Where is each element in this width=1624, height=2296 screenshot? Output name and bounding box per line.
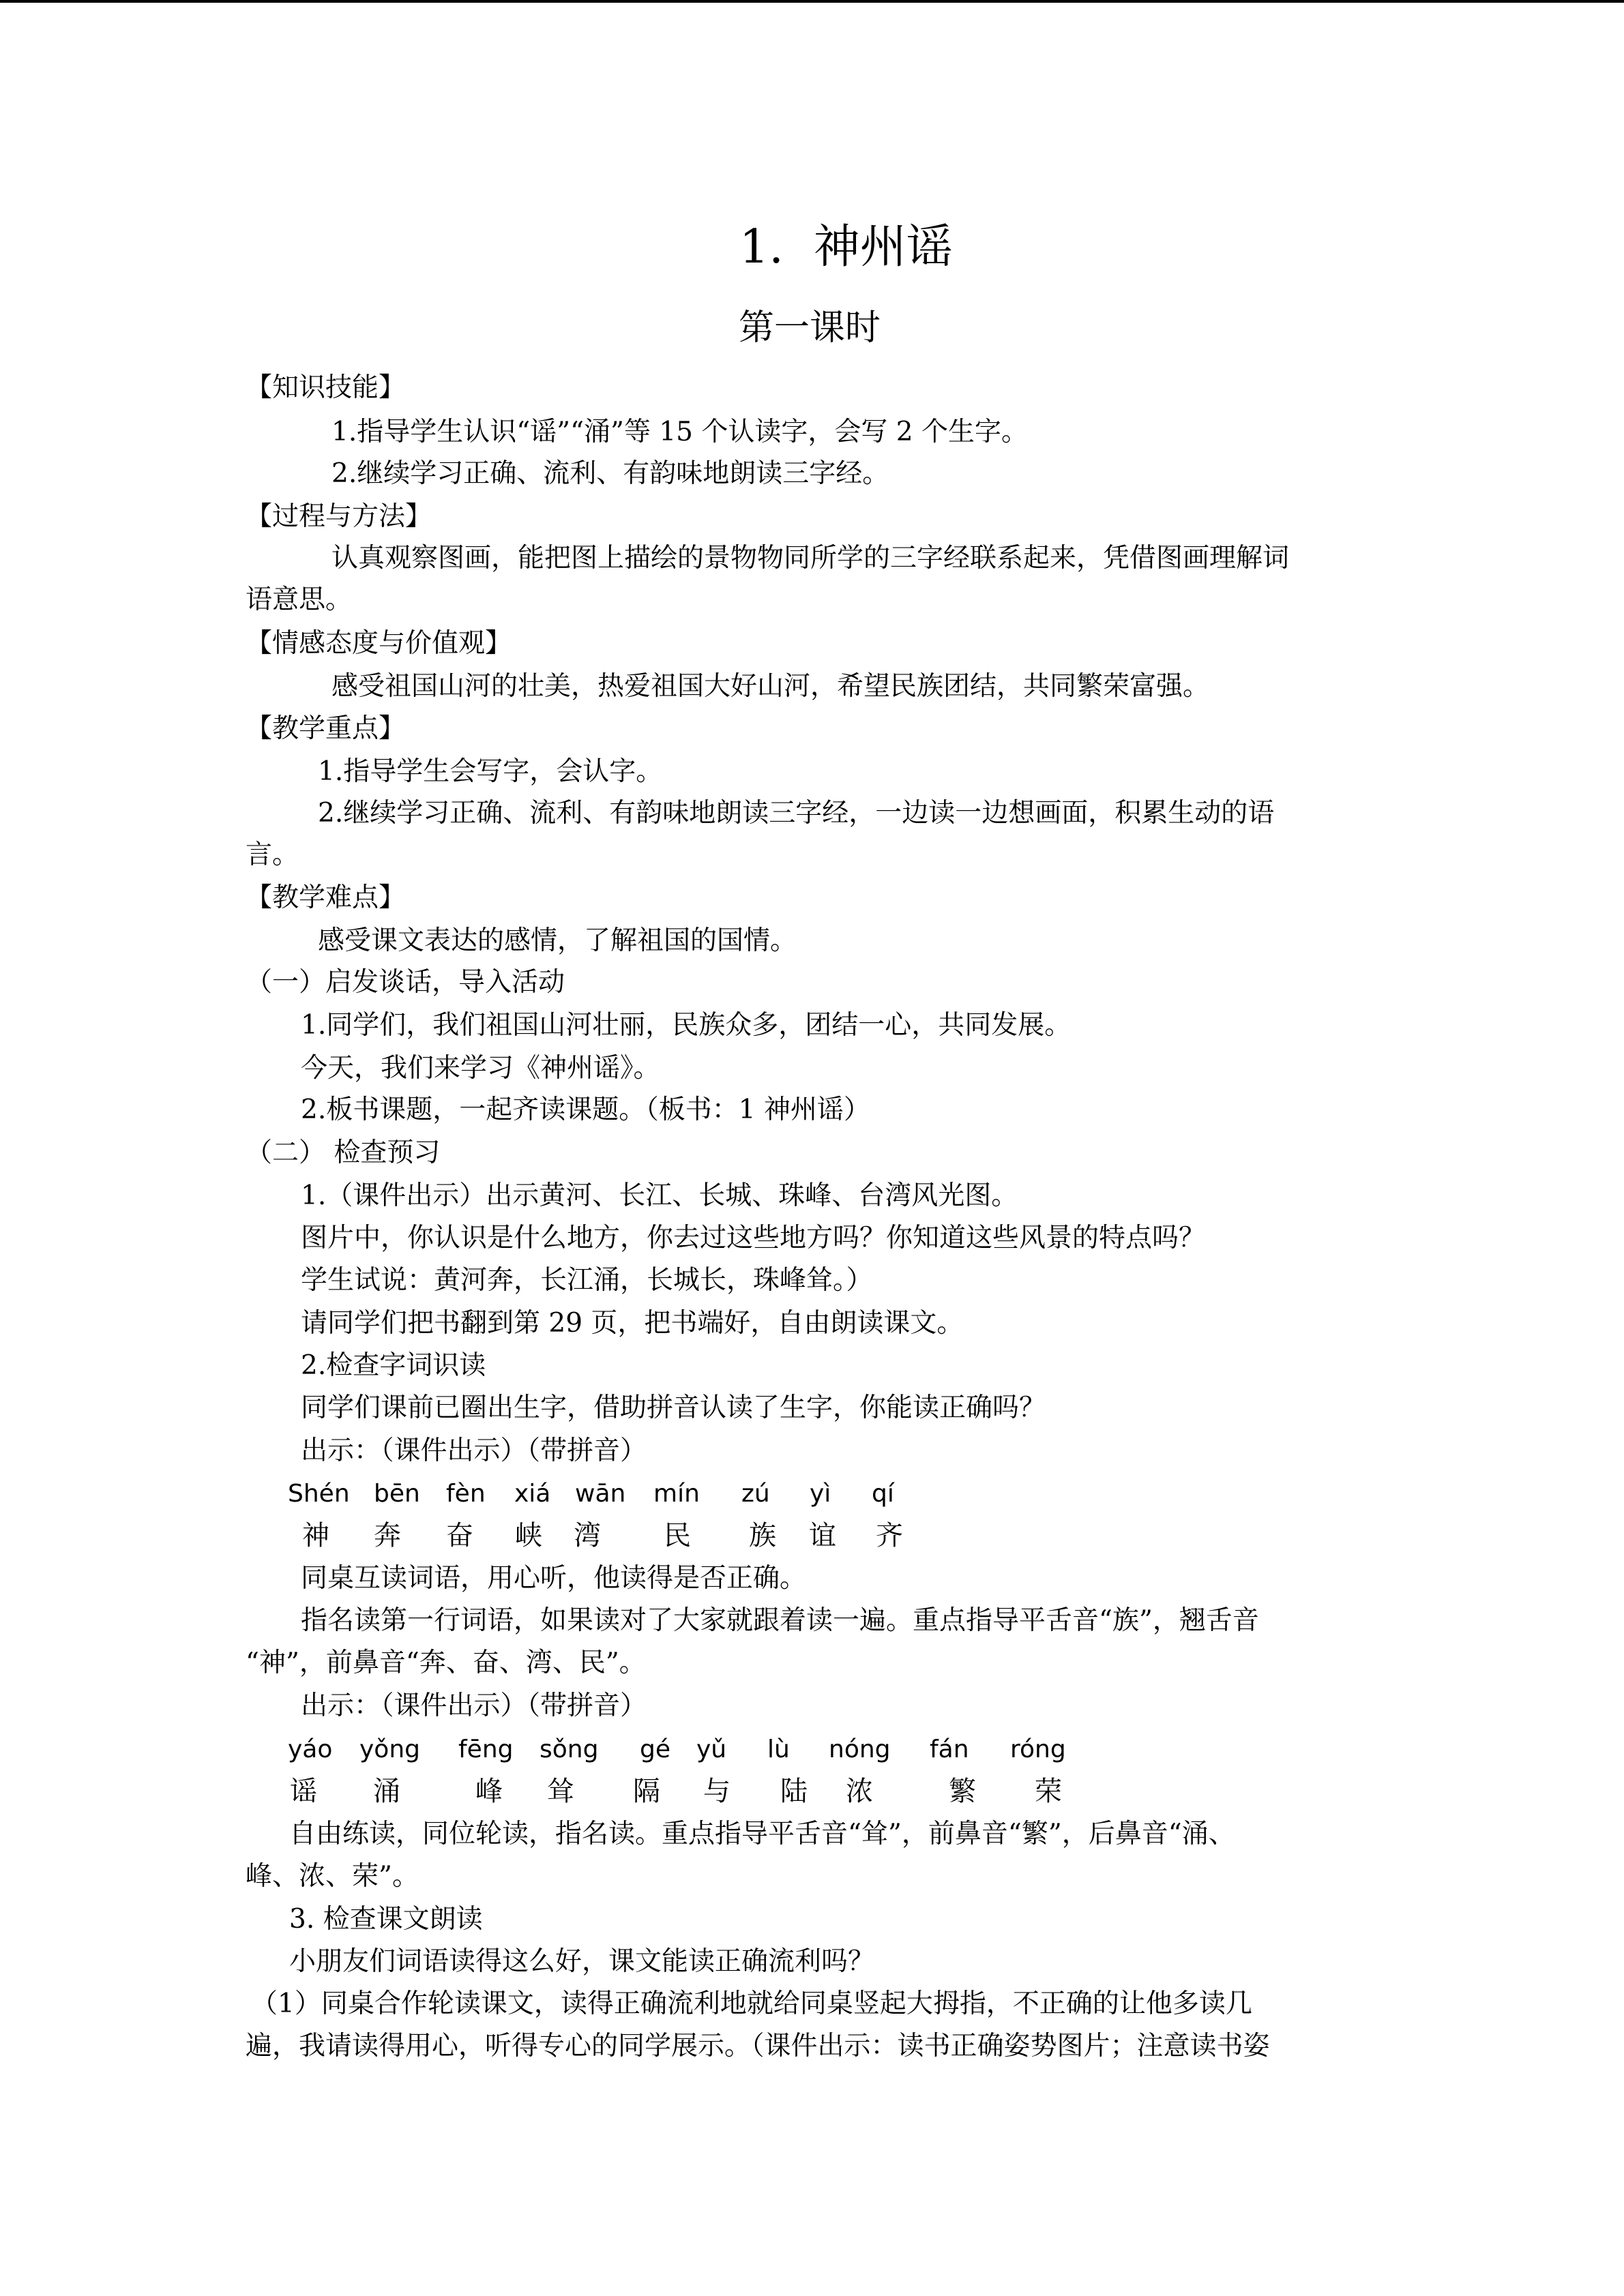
character: 峰 — [475, 1776, 503, 1807]
paragraph: 请同学们把书翻到第 29 页，把书端好，自由朗读课文。 — [301, 1308, 964, 1339]
paragraph: 同学们课前已圈出生字，借助拼音认读了生字，你能读正确吗？ — [301, 1392, 1046, 1423]
paragraph: 小朋友们词语读得这么好，课文能读正确流利吗？ — [289, 1946, 875, 1977]
pinyin: fèn — [446, 1480, 486, 1508]
pinyin: yáo — [288, 1735, 333, 1763]
paragraph: 同桌互读词语，用心听，他读得是否正确。 — [301, 1563, 807, 1594]
pinyin: mín — [653, 1480, 700, 1508]
paragraph: 认真观察图画，能把图上描绘的景物物同所学的三字经联系起来，凭借图画理解词 — [331, 543, 1290, 573]
paragraph: 出示：（课件出示）（带拼音） — [301, 1690, 647, 1721]
page-top-border — [0, 0, 1624, 3]
section-heading: （二） 检查预习 — [246, 1137, 441, 1168]
pinyin: qí — [872, 1480, 894, 1508]
character: 奋 — [446, 1520, 473, 1551]
character: 神 — [302, 1520, 329, 1551]
pinyin: yì — [810, 1480, 831, 1508]
pinyin: bēn — [374, 1480, 420, 1508]
paragraph: 学生试说：黄河奔，长江涌，长城长，珠峰耸。） — [301, 1265, 873, 1296]
paragraph: 1.指导学生会写字，会认字。 — [318, 756, 663, 787]
heading-emotion-values: 【情感态度与价值观】 — [246, 628, 512, 659]
lesson-number: 1. — [739, 220, 784, 274]
pinyin: Shén — [288, 1480, 350, 1508]
pinyin: wān — [575, 1480, 626, 1508]
paragraph: 图片中，你认识是什么地方，你去过这些地方吗？你知道这些风景的特点吗？ — [301, 1223, 1206, 1253]
character: 族 — [749, 1520, 776, 1551]
pinyin-row-2 — [0, 1733, 1624, 1767]
paragraph: 1.（课件出示）出示黄河、长江、长城、珠峰、台湾风光图。 — [301, 1180, 1018, 1211]
character: 齐 — [876, 1520, 903, 1551]
character: 涌 — [373, 1776, 400, 1807]
paragraph: 2.继续学习正确、流利、有韵味地朗读三字经。 — [331, 458, 889, 489]
character: 民 — [664, 1520, 691, 1551]
paragraph: 出示：（课件出示）（带拼音） — [301, 1435, 647, 1466]
lesson-subtitle: 第一课时 — [739, 308, 881, 348]
heading-difficulties: 【教学难点】 — [246, 882, 406, 913]
paragraph: （1）同桌合作轮读课文，读得正确流利地就给同桌竖起大拇指，不正确的让他多读几 — [251, 1988, 1252, 2019]
pinyin: nóng — [829, 1735, 891, 1763]
paragraph: 今天，我们来学习《神州谣》。 — [301, 1053, 660, 1084]
paragraph: 2.检查字词识读 — [301, 1350, 486, 1381]
pinyin: yǔ — [696, 1735, 727, 1763]
paragraph: 遍，我请读得用心，听得专心的同学展示。（课件出示：读书正确姿势图片；注意读书姿 — [246, 2031, 1270, 2061]
heading-process-method: 【过程与方法】 — [246, 501, 432, 532]
pinyin: lù — [767, 1735, 790, 1763]
pinyin-row-1 — [0, 1477, 1624, 1511]
paragraph: 自由练读，同位轮读，指名读。重点指导平舌音“耸”，前鼻音“繁”，后鼻音“涌、 — [289, 1819, 1235, 1849]
character: 繁 — [949, 1776, 976, 1807]
paragraph: 2.继续学习正确、流利、有韵味地朗读三字经，一边读一边想画面，积累生动的语 — [318, 798, 1275, 829]
character: 耸 — [547, 1776, 574, 1807]
character: 谊 — [809, 1520, 836, 1551]
pinyin: sǒng — [540, 1735, 599, 1763]
paragraph: 指名读第一行词语，如果读对了大家就跟着读一遍。重点指导平舌音“族”，翘舌音 — [301, 1605, 1259, 1636]
pinyin: gé — [640, 1735, 670, 1763]
paragraph: “神”，前鼻音“奔、奋、湾、民”。 — [246, 1648, 646, 1678]
pinyin: fán — [930, 1735, 969, 1763]
character: 谣 — [290, 1776, 317, 1807]
heading-key-points: 【教学重点】 — [246, 713, 406, 744]
character: 陆 — [780, 1776, 808, 1807]
pinyin: róng — [1010, 1735, 1066, 1763]
pinyin: xiá — [514, 1480, 551, 1508]
paragraph: 感受课文表达的感情，了解祖国的国情。 — [318, 925, 797, 956]
paragraph: 1.同学们，我们祖国山河壮丽，民族众多，团结一心，共同发展。 — [301, 1010, 1072, 1041]
pinyin: zú — [741, 1480, 770, 1508]
char-row-2 — [0, 1772, 1624, 1810]
paragraph: 感受祖国山河的壮美，热爱祖国大好山河，希望民族团结，共同繁荣富强。 — [331, 671, 1210, 702]
char-row-1 — [0, 1517, 1624, 1555]
character: 湾 — [574, 1520, 601, 1551]
lesson-title — [739, 210, 953, 276]
character: 隔 — [633, 1776, 660, 1807]
paragraph: 言。 — [246, 839, 299, 870]
section-heading: （一）启发谈话，导入活动 — [246, 967, 565, 998]
paragraph: 语意思。 — [246, 584, 353, 615]
paragraph: 2.板书课题，一起齐读课题。（板书：1 神州谣） — [301, 1094, 870, 1125]
paragraph: 1.指导学生认识“谣”“涌”等 15 个认读字，会写 2 个生字。 — [331, 417, 1028, 447]
character: 与 — [703, 1776, 730, 1807]
pinyin: fēng — [458, 1735, 514, 1763]
paragraph: 3. 检查课文朗读 — [289, 1904, 483, 1935]
pinyin: yǒng — [359, 1735, 420, 1763]
heading-knowledge-skills: 【知识技能】 — [246, 372, 406, 403]
character: 峡 — [515, 1520, 542, 1551]
lesson-name: 神州谣 — [813, 220, 953, 274]
paragraph: 峰、浓、荣”。 — [246, 1861, 419, 1892]
character: 荣 — [1035, 1776, 1062, 1807]
character: 浓 — [846, 1776, 873, 1807]
character: 奔 — [374, 1520, 401, 1551]
